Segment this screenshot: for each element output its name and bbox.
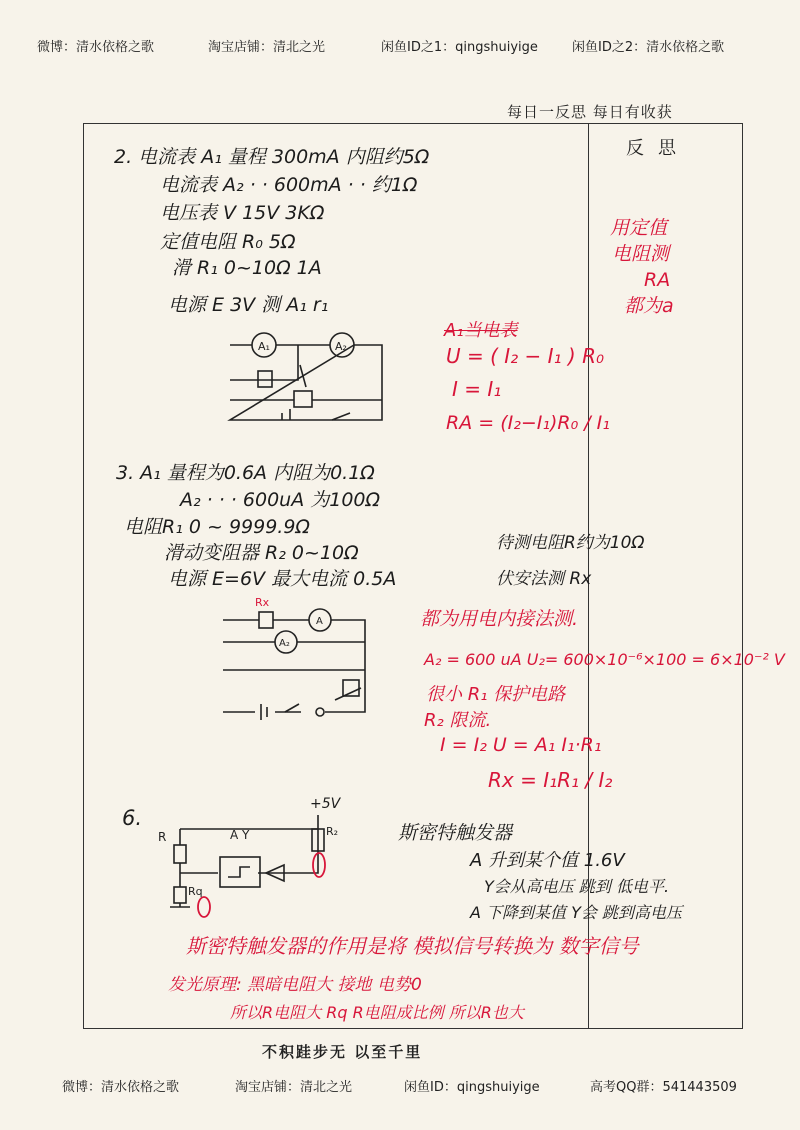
q6-title: 斯密特触发器: [398, 822, 513, 844]
q3-red-line: I = I₂ U = A₁ I₁·R₁: [440, 734, 602, 756]
q2-line: 定值电阻 R₀ 5Ω: [160, 231, 296, 253]
q2-red-line: U = ( I₂ − I₁ ) R₀: [446, 344, 605, 368]
q2-line: 电源 E 3V 测 A₁ r₁: [168, 294, 329, 316]
reflection-title: 反思: [626, 138, 690, 159]
reflection-note-line: 都为a: [624, 295, 674, 317]
q2-red-line: I = I₁: [452, 377, 502, 401]
footer-qq: 高考QQ群：541443509: [590, 1080, 737, 1095]
reflection-note-line: RA: [644, 269, 671, 291]
q2-line: 电流表 A₂ · · 600mA · · 约1Ω: [160, 174, 418, 196]
svg-text:A Y: A Y: [230, 828, 250, 842]
reflection-note-line: 用定值: [610, 217, 668, 239]
q3-line: 3. A₁ 量程为0.6A 内阻为0.1Ω: [116, 462, 375, 484]
q3-right-line: 伏安法测 Rx: [496, 569, 592, 589]
top-motto: 每日一反思 每日有收获: [507, 103, 673, 121]
svg-text:Rx: Rx: [255, 596, 270, 609]
page-footer: [0, 1076, 800, 1098]
header-taobao: 淘宝店铺：清北之光: [208, 40, 326, 55]
header-weibo: 微博：清水依格之歌: [37, 40, 155, 55]
q2-red-line: A₁当电表: [444, 320, 518, 341]
q6-red-line: 所以R电阻大 Rq R电阻成比例 所以R也大: [230, 1003, 524, 1022]
q3-red-line: R₂ 限流.: [424, 710, 492, 731]
q6-red-line: 发光原理: 黑暗电阻大 接地 电势0: [168, 975, 422, 995]
q3-red-line: 很小 R₁ 保护电路: [426, 684, 566, 705]
svg-text:R: R: [158, 830, 167, 844]
svg-text:A₂: A₂: [335, 340, 347, 353]
q6-line: A 下降到某值 Y会 跳到高电压: [470, 903, 682, 922]
header-xianyu1: 闲鱼ID之1：qingshuiyige: [381, 40, 538, 55]
q6-line: Y会从高电压 跳到 低电平.: [484, 877, 670, 896]
q3-right-line: 待测电阻R约为10Ω: [496, 533, 645, 553]
q3-line: 电源 E=6V 最大电流 0.5A: [168, 568, 397, 590]
q6-line: A 升到某个值 1.6V: [470, 850, 625, 871]
bottom-motto: 不积跬步无 以至千里: [262, 1043, 423, 1061]
q6-red-line: 斯密特触发器的作用是将 模拟信号转换为 数字信号: [186, 934, 639, 958]
q3-red-line: A₂ = 600 uA U₂= 600×10⁻⁶×100 = 6×10⁻² V: [424, 650, 785, 669]
reflection-note: [610, 215, 720, 319]
q6-circuit-diagram: [158, 815, 348, 920]
q6-number: 6.: [122, 806, 143, 830]
q3-line: 滑动变阻器 R₂ 0~10Ω: [164, 542, 359, 564]
svg-text:A₂: A₂: [279, 638, 290, 649]
page-header: [0, 36, 800, 60]
svg-text:R₂: R₂: [326, 825, 339, 838]
header-xianyu2: 闲鱼ID之2：清水依格之歌: [572, 40, 725, 55]
q2-line: 电压表 V 15V 3KΩ: [160, 202, 325, 224]
footer-weibo: 微博：清水依格之歌: [62, 1080, 180, 1095]
q3-line: A₂ · · · 600uA 为100Ω: [180, 489, 381, 511]
q3-line: 电阻R₁ 0 ~ 9999.9Ω: [124, 516, 310, 538]
q2-line: 滑 R₁ 0~10Ω 1A: [172, 257, 322, 279]
q2-circuit-diagram: [222, 325, 392, 430]
q6-voltage: +5V: [310, 796, 341, 812]
footer-taobao: 淘宝店铺：清北之光: [235, 1080, 353, 1095]
q2-red-line: RA = (I₂−I₁)R₀ / I₁: [446, 412, 610, 434]
svg-text:A: A: [316, 616, 323, 627]
svg-text:A₁: A₁: [258, 340, 270, 353]
reflection-note-line: 电阻测: [612, 243, 670, 265]
q3-red-line: Rx = I₁R₁ / I₂: [488, 768, 613, 792]
svg-text:Rq: Rq: [188, 885, 203, 898]
q2-line: 2. 电流表 A₁ 量程 300mA 内阻约5Ω: [114, 146, 430, 168]
q3-red-line: 都为用电内接法测.: [420, 608, 579, 630]
footer-xianyu: 闲鱼ID：qingshuiyige: [404, 1080, 540, 1095]
q3-circuit-diagram: [215, 592, 385, 722]
